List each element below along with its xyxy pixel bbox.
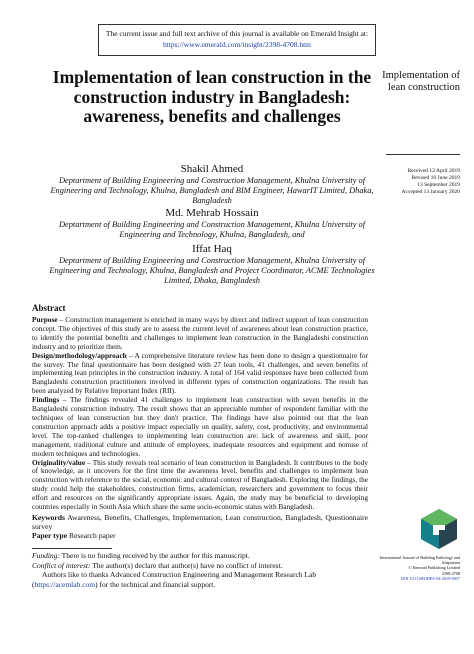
paper-type-label: Paper type [32,530,68,540]
running-title-rule [386,154,460,155]
method-text: – A comprehensive literature review has been done to design a questionnaire for the survey. The final questionnaire has been designed with 27 lean tools, 41 challenges, and seven benefits of implementing lean principles in the construction industry. A total of 164 valid responses have been collected from Bangladeshi construction practitioners involved in different types of construction organizations. The result has been analyzed by Relative Important Index (RII). [32,350,368,396]
journal-issn: 2398-4708 [441,570,460,576]
abstract-findings [32,396,368,458]
method-label: Design/methodology/approach [32,350,127,360]
footnote-rule [32,548,112,549]
journal-url-link[interactable]: https://www.emerald.com/insight/2398-4708.htm [162,39,312,49]
author-affiliation: Deptartment of Building Engineering and Construction Management, Khulna University of Engineering and Technology, Khulna, Bangladesh and BIM Engineer, HawarIT Limited, Dhaka, Bangladesh [50,176,374,205]
footnotes [32,551,372,589]
keywords-text: Awareness, Benefits, Challenges, Implementation, Lean construction, Bangladesh, Questionnaire survey [32,512,368,531]
paper-type-text: Research paper [67,530,116,540]
running-title: Implementation of lean construction [382,70,460,93]
received-history [380,168,460,196]
history-revised-2: 13 September 2019 [417,182,460,188]
conflict-label: Conflict of interest: [32,560,91,570]
history-accepted: Accepted 13 January 2020 [401,189,460,195]
abstract-purpose [32,316,368,352]
abstract-section [32,303,368,541]
funding-label: Funding: [32,551,60,560]
journal-publisher: © Emerald Publishing Limited [408,565,460,571]
originality-label: Originality/value [32,457,86,467]
purpose-label: Purpose [32,315,58,324]
paper-type [32,532,368,541]
author-name: Iffat Haq [192,243,232,255]
funding-text: There is no funding received by the author for this manuscript. [59,551,250,560]
emerald-publisher-logo [418,508,460,550]
journal-info [376,555,460,581]
acknowledgement-note [32,570,372,589]
history-revised: Revised 16 June 2019 [411,175,460,181]
author-affiliation: Deptartment of Building Engineering and Construction Management, Khulna University of Engineering and Technology, Khulna, Bangladesh and Project Coordinator, ACME Technologies Limited, Dhaka, Bangladesh [49,256,375,285]
author-affiliation: Deptartment of Building Engineering and Construction Management, Khulna University of Engineering and Technology, Khulna, Bangladesh, and [58,220,366,239]
paper-title: Implementation of lean construction in the construction industry in Bangladesh: awareness, benefits and challenges [52,67,372,126]
abstract-method [32,352,368,397]
conflict-note [32,561,372,571]
author-name: Shakil Ahmed [180,163,244,175]
purpose-text: – Construction management is enriched in many ways by direct and indirect support of lean construction concept. The objectives of this study are to assess the current level of awareness about lean construction practice, to identify the potential benefits and challenges to implement lean construction in the Bangladeshi construction industry and to prioritize them. [32,315,368,351]
ack-url-link[interactable]: https://acemlab.com [34,579,96,589]
keywords [32,514,368,532]
funding-note [32,551,372,561]
journal-name: International Journal of Building Pathology and Adaptation [379,555,460,566]
findings-label: Findings [32,395,60,405]
abstract-heading: Abstract [32,303,66,313]
history-received: Received 12 April 2019 [407,168,460,174]
journal-availability-notice [98,24,376,56]
author-name: Md. Mehrab Hossain [165,207,259,219]
abstract-originality [32,459,368,512]
originality-text: – This study reveals real scenario of lean construction in Bangladesh. It contributes to the body of knowledge, as it uncovers for the first time the awareness level, benefits and challenges to implement lean construction with reference to the social, economic and cultural context of Bangladesh. Exploring the findings, the study could help the stakeholders, construction firms, academician, researchers and government to focus their effort and resources on the significantly appropriate issues. Again, the study may be beneficial to developing countries especially in South Asia which share the same socio-economic status with Bangladesh. [32,457,368,512]
ack-suffix: ) for the technical and financial support. [95,579,216,589]
conflict-text: The author(s) declare that author(s) have no conflict of interest. [90,560,283,570]
ack-prefix: Authors like to thanks Advanced Construction Engineering and Management Research Lab ( [32,570,317,589]
keywords-label: Keywords [32,512,65,522]
notice-text: The current issue and full text archive of this journal is available on Emerald Insight at: [105,29,369,38]
findings-text: – The findings revealed 41 challenges to implement lean construction with seven benefits in the Bangladeshi construction industry. The result shows that an appreciable number of respondent familiar with the techniques of lean construction but they don't practice. The findings have also pointed out that the lean construction approach adds a positive impact especially on quality, safety, cost, productivity, and environmental level. The top-ranked challenges to implementing lean construction are: lack of awareness and skill, poor management, traditional culture and attitude of employees, inadequate resources and equipment and nonuse of modern techniques and technologies. [32,395,368,458]
journal-doi-link[interactable]: DOI 10.1108/IJBPA-04-2019-0037 [400,575,460,581]
